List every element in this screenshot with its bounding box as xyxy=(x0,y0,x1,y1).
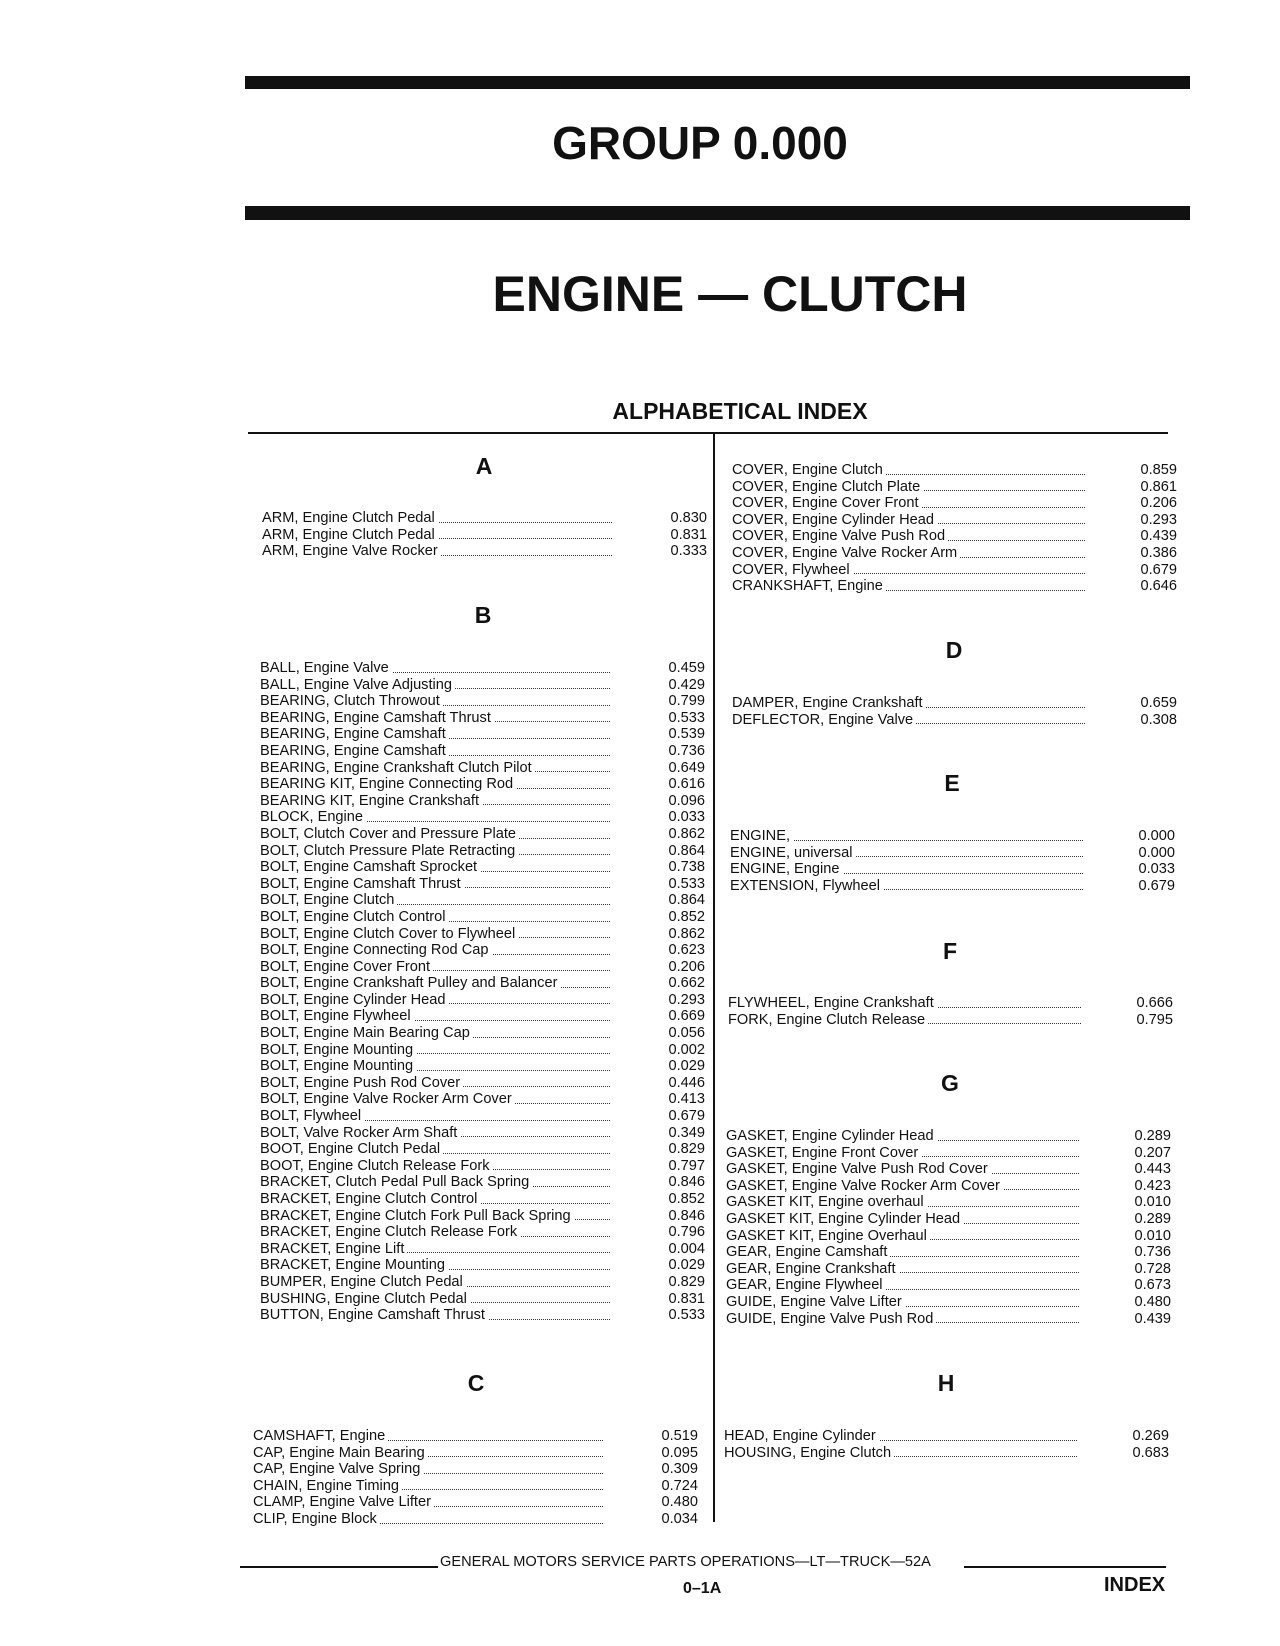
entry-name: BUMPER, Engine Clutch Pedal xyxy=(260,1274,466,1291)
entry-number: 0.056 xyxy=(668,1025,705,1042)
entry-name: BRACKET, Clutch Pedal Pull Back Spring xyxy=(260,1174,532,1191)
entry-number: 0.736 xyxy=(668,742,705,759)
entry-number: 0.533 xyxy=(668,1307,705,1324)
entry-name: CLIP, Engine Block xyxy=(253,1511,380,1528)
entry-name: EXTENSION, Flywheel xyxy=(730,878,883,895)
entry-name: BALL, Engine Valve Adjusting xyxy=(260,677,455,694)
column-divider xyxy=(713,434,715,1522)
entry-name: BRACKET, Engine Clutch Control xyxy=(260,1191,480,1208)
entry-number: 0.033 xyxy=(1138,861,1175,878)
section-letter-g: G xyxy=(941,1070,959,1096)
entry-number: 0.539 xyxy=(668,726,705,743)
entry-name: BEARING KIT, Engine Connecting Rod xyxy=(260,776,516,793)
entry-number: 0.679 xyxy=(1140,561,1177,578)
page-number: 0–1A xyxy=(683,1580,722,1597)
entry-name: BOLT, Engine Connecting Rod Cap xyxy=(260,942,492,959)
entry-name: BOOT, Engine Clutch Release Fork xyxy=(260,1158,493,1175)
entry-name: COVER, Engine Clutch xyxy=(732,462,886,479)
entry-number: 0.293 xyxy=(668,991,705,1008)
entry-number: 0.002 xyxy=(668,1041,705,1058)
entry-name: GASKET, Engine Front Cover xyxy=(726,1145,921,1162)
section-letter-e: E xyxy=(944,770,960,796)
entry-number: 0.206 xyxy=(1140,495,1177,512)
entry-number: 0.797 xyxy=(668,1157,705,1174)
entry-name: GEAR, Engine Crankshaft xyxy=(726,1261,899,1278)
entry-number: 0.852 xyxy=(668,1191,705,1207)
entry-name: BEARING, Engine Camshaft xyxy=(260,726,449,743)
entry-name: CAMSHAFT, Engine xyxy=(253,1428,388,1445)
entry-number: 0.662 xyxy=(668,975,705,992)
middle-rule xyxy=(245,206,1190,220)
entry-number: 0.289 xyxy=(1134,1128,1171,1144)
entry-name: GUIDE, Engine Valve Lifter xyxy=(726,1294,905,1311)
entry-number: 0.795 xyxy=(1136,1011,1173,1028)
entry-name: COVER, Flywheel xyxy=(732,562,853,579)
entry-number: 0.533 xyxy=(668,709,705,726)
entry-number: 0.831 xyxy=(668,1290,705,1307)
entry-name: BOLT, Engine Clutch xyxy=(260,892,397,909)
entry-name: BOLT, Valve Rocker Arm Shaft xyxy=(260,1125,460,1142)
entry-name: GUIDE, Engine Valve Push Rod xyxy=(726,1311,936,1328)
entry-name: ARM, Engine Clutch Pedal xyxy=(262,510,438,527)
entry-number: 0.862 xyxy=(668,825,705,842)
entry-number: 0.096 xyxy=(668,792,705,809)
entry-number: 0.429 xyxy=(668,676,705,693)
entry-number: 0.443 xyxy=(1134,1161,1171,1178)
entry-number: 0.859 xyxy=(1140,462,1177,478)
entry-number: 0.423 xyxy=(1134,1177,1171,1194)
entry-name: CAP, Engine Valve Spring xyxy=(253,1461,423,1478)
entry-number: 0.829 xyxy=(668,1141,705,1158)
entry-name: ENGINE, Engine xyxy=(730,861,843,878)
entry-name: BRACKET, Engine Clutch Release Fork xyxy=(260,1224,520,1241)
entry-number: 0.439 xyxy=(1140,528,1177,545)
entry-name: ENGINE, universal xyxy=(730,845,855,862)
entry-number: 0.308 xyxy=(1140,711,1177,728)
entry-name: BEARING, Engine Camshaft xyxy=(260,743,449,760)
entry-name: COVER, Engine Clutch Plate xyxy=(732,479,923,496)
entry-name: BOLT, Engine Flywheel xyxy=(260,1008,414,1025)
entry-name: GASKET KIT, Engine Cylinder Head xyxy=(726,1211,963,1228)
section-letter-b: B xyxy=(474,602,492,628)
entry-number: 0.033 xyxy=(668,809,705,826)
entry-name: COVER, Engine Cover Front xyxy=(732,495,922,512)
entry-name: HEAD, Engine Cylinder xyxy=(724,1428,879,1445)
entry-number: 0.293 xyxy=(1140,511,1177,528)
entry-number: 0.413 xyxy=(668,1091,705,1108)
entry-number: 0.386 xyxy=(1140,544,1177,561)
entry-number: 0.679 xyxy=(668,1108,705,1125)
entry-number: 0.846 xyxy=(668,1174,705,1191)
entry-number: 0.480 xyxy=(1134,1293,1171,1310)
entry-name: GASKET, Engine Valve Push Rod Cover xyxy=(726,1161,991,1178)
entry-name: BEARING, Engine Camshaft Thrust xyxy=(260,710,494,727)
footer-text: GENERAL MOTORS SERVICE PARTS OPERATIONS—LT—TRUCK—52A xyxy=(440,1554,931,1570)
entry-name: GEAR, Engine Camshaft xyxy=(726,1244,890,1261)
entry-name: BOLT, Engine Main Bearing Cap xyxy=(260,1025,473,1042)
entry-number: 0.207 xyxy=(1134,1144,1171,1161)
entry-number: 0.796 xyxy=(668,1224,705,1241)
entry-number: 0.831 xyxy=(670,526,707,543)
entry-name: BOLT, Clutch Pressure Plate Retracting xyxy=(260,843,518,860)
entry-name: DAMPER, Engine Crankshaft xyxy=(732,695,926,712)
entry-number: 0.000 xyxy=(1138,828,1175,844)
entry-name: GASKET, Engine Valve Rocker Arm Cover xyxy=(726,1178,1003,1195)
index-rule xyxy=(248,432,1168,434)
entry-name: GASKET KIT, Engine overhaul xyxy=(726,1194,927,1211)
entry-number: 0.029 xyxy=(668,1058,705,1075)
entry-name: BOLT, Engine Valve Rocker Arm Cover xyxy=(260,1091,515,1108)
entry-number: 0.799 xyxy=(668,693,705,710)
entry-number: 0.830 xyxy=(670,510,707,526)
entry-name: BOLT, Engine Clutch Cover to Flywheel xyxy=(260,926,518,943)
entry-name: ARM, Engine Valve Rocker xyxy=(262,543,441,560)
entry-name: GASKET, Engine Cylinder Head xyxy=(726,1128,937,1145)
entry-name: COVER, Engine Valve Rocker Arm xyxy=(732,545,960,562)
entry-name: CHAIN, Engine Timing xyxy=(253,1478,402,1495)
entry-number: 0.728 xyxy=(1134,1260,1171,1277)
entry-name: BRACKET, Engine Lift xyxy=(260,1241,407,1258)
section-letter-a: A xyxy=(475,453,493,479)
entry-number: 0.864 xyxy=(668,892,705,909)
section-letter-h: H xyxy=(937,1370,955,1396)
entry-number: 0.829 xyxy=(668,1273,705,1290)
entry-number: 0.683 xyxy=(1132,1444,1169,1461)
entry-number: 0.679 xyxy=(1138,877,1175,894)
entry-number: 0.659 xyxy=(1140,695,1177,711)
entry-number: 0.269 xyxy=(1132,1428,1169,1444)
entry-number: 0.029 xyxy=(668,1257,705,1274)
entry-name: BOLT, Clutch Cover and Pressure Plate xyxy=(260,826,519,843)
entry-name: BOLT, Engine Cylinder Head xyxy=(260,992,449,1009)
entry-number: 0.206 xyxy=(668,958,705,975)
entry-name: BOLT, Engine Crankshaft Pulley and Balancer xyxy=(260,975,560,992)
entry-number: 0.649 xyxy=(668,759,705,776)
entry-name: BEARING, Engine Crankshaft Clutch Pilot xyxy=(260,760,535,777)
entry-name: BALL, Engine Valve xyxy=(260,660,392,677)
entry-name: ENGINE, xyxy=(730,828,793,845)
entry-name: BEARING KIT, Engine Crankshaft xyxy=(260,793,482,810)
entry-name: BOOT, Engine Clutch Pedal xyxy=(260,1141,443,1158)
entry-name: GASKET KIT, Engine Overhaul xyxy=(726,1228,930,1245)
entry-name: BEARING, Clutch Throwout xyxy=(260,693,443,710)
entry-name: BLOCK, Engine xyxy=(260,809,366,826)
footer-rule-right xyxy=(964,1566,1166,1568)
entry-number: 0.623 xyxy=(668,942,705,959)
entry-number: 0.646 xyxy=(1140,578,1177,595)
page-title: ENGINE — CLUTCH xyxy=(492,266,968,322)
entry-number: 0.439 xyxy=(1134,1310,1171,1327)
entry-name: BRACKET, Engine Clutch Fork Pull Back Spring xyxy=(260,1208,574,1225)
entry-name: BOLT, Flywheel xyxy=(260,1108,364,1125)
index-label: INDEX xyxy=(1104,1574,1166,1596)
entry-name: BOLT, Engine Mounting xyxy=(260,1058,416,1075)
entry-name: BOLT, Engine Camshaft Sprocket xyxy=(260,859,480,876)
entry-name: CRANKSHAFT, Engine xyxy=(732,578,886,595)
entry-name: BRACKET, Engine Mounting xyxy=(260,1257,448,1274)
entry-number: 0.004 xyxy=(668,1240,705,1257)
entry-number: 0.724 xyxy=(661,1477,698,1494)
entry-number: 0.862 xyxy=(668,925,705,942)
section-letter-f: F xyxy=(942,938,958,964)
entry-name: BUTTON, Engine Camshaft Thrust xyxy=(260,1307,488,1324)
entry-name: BOLT, Engine Camshaft Thrust xyxy=(260,876,464,893)
entry-number: 0.669 xyxy=(668,1008,705,1025)
entry-number: 0.519 xyxy=(661,1428,698,1444)
entry-number: 0.446 xyxy=(668,1074,705,1091)
entry-name: COVER, Engine Valve Push Rod xyxy=(732,528,948,545)
entry-number: 0.289 xyxy=(1134,1210,1171,1227)
entry-number: 0.666 xyxy=(1136,995,1173,1011)
entry-number: 0.459 xyxy=(668,660,705,676)
entry-number: 0.034 xyxy=(661,1510,698,1527)
entry-name: FORK, Engine Clutch Release xyxy=(728,1012,928,1029)
footer-rule-left xyxy=(240,1566,438,1568)
entry-number: 0.673 xyxy=(1134,1277,1171,1294)
entry-name: CAP, Engine Main Bearing xyxy=(253,1445,428,1462)
entry-name: BUSHING, Engine Clutch Pedal xyxy=(260,1291,470,1308)
entry-name: DEFLECTOR, Engine Valve xyxy=(732,712,916,729)
entry-number: 0.480 xyxy=(661,1494,698,1511)
entry-number: 0.349 xyxy=(668,1124,705,1141)
entry-name: BOLT, Engine Mounting xyxy=(260,1042,416,1059)
entry-name: GEAR, Engine Flywheel xyxy=(726,1277,886,1294)
section-letter-d: D xyxy=(945,637,963,663)
entry-name: FLYWHEEL, Engine Crankshaft xyxy=(728,995,937,1012)
entry-number: 0.333 xyxy=(670,543,707,560)
entry-number: 0.846 xyxy=(668,1207,705,1224)
entry-number: 0.738 xyxy=(668,859,705,876)
entry-name: CLAMP, Engine Valve Lifter xyxy=(253,1494,434,1511)
top-rule xyxy=(245,76,1190,89)
entry-number: 0.736 xyxy=(1134,1244,1171,1261)
group-title: GROUP 0.000 xyxy=(552,117,848,169)
entry-name: BOLT, Engine Cover Front xyxy=(260,959,433,976)
entry-name: BOLT, Engine Clutch Control xyxy=(260,909,449,926)
entry-number: 0.533 xyxy=(668,875,705,892)
index-heading: ALPHABETICAL INDEX xyxy=(612,398,868,424)
entry-number: 0.095 xyxy=(661,1444,698,1461)
entry-name: BOLT, Engine Push Rod Cover xyxy=(260,1075,463,1092)
entry-name: HOUSING, Engine Clutch xyxy=(724,1445,894,1462)
entry-number: 0.000 xyxy=(1138,844,1175,861)
entry-number: 0.616 xyxy=(668,776,705,793)
entry-number: 0.864 xyxy=(668,842,705,859)
entry-number: 0.010 xyxy=(1134,1194,1171,1211)
entry-number: 0.861 xyxy=(1140,478,1177,495)
entry-number: 0.309 xyxy=(661,1461,698,1478)
section-letter-c: C xyxy=(467,1370,485,1396)
entry-number: 0.852 xyxy=(668,908,705,925)
entry-name: ARM, Engine Clutch Pedal xyxy=(262,527,438,544)
entry-number: 0.010 xyxy=(1134,1227,1171,1244)
entry-name: COVER, Engine Cylinder Head xyxy=(732,512,937,529)
